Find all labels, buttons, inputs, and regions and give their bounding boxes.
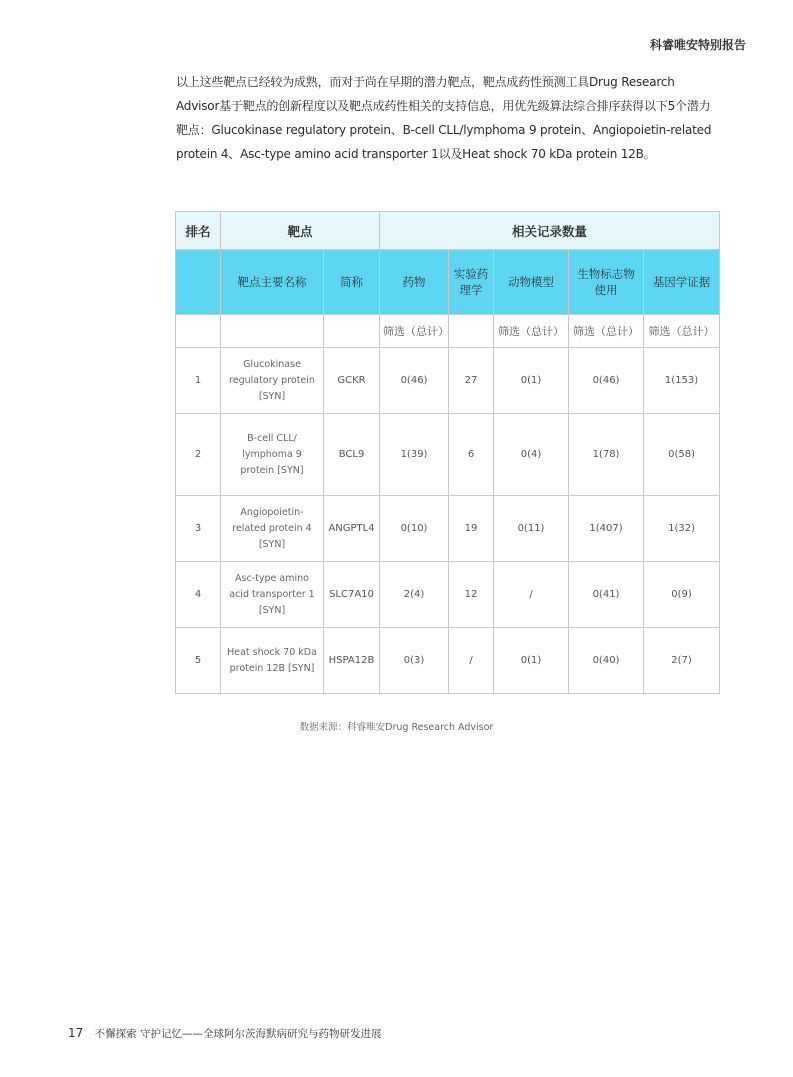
drug-cell: 1(39) — [380, 414, 449, 496]
target-name-cell: Angiopoietin-related protein 4 [SYN] — [221, 496, 324, 562]
rank-cell: 1 — [176, 348, 221, 414]
target-name-cell: Asc-type amino acid transporter 1 [SYN] — [221, 562, 324, 628]
abbr-cell: SLC7A10 — [324, 562, 380, 628]
table-row — [176, 348, 720, 414]
table-row — [176, 414, 720, 496]
pharm-cell: 27 — [449, 348, 494, 414]
genetic-cell: 0(58) — [644, 414, 720, 496]
report-header-title: 科睿唯安特别报告 — [649, 38, 746, 52]
table-row — [176, 562, 720, 628]
abbr-cell: BCL9 — [324, 414, 380, 496]
name-header: 靶点主要名称 — [221, 250, 324, 315]
genetic-cell: 1(153) — [644, 348, 720, 414]
biomarker-cell: 0(41) — [569, 562, 644, 628]
abbr-cell: GCKR — [324, 348, 380, 414]
empty-cell — [449, 315, 494, 348]
drug-cell: 2(4) — [380, 562, 449, 628]
records-header: 相关记录数量 — [380, 212, 720, 250]
group-header-row — [176, 212, 720, 250]
abbr-cell: ANGPTL4 — [324, 496, 380, 562]
rank-cell: 3 — [176, 496, 221, 562]
drug-header: 药物 — [380, 250, 449, 315]
rank-cell: 4 — [176, 562, 221, 628]
table-row — [176, 496, 720, 562]
filter-row — [176, 315, 720, 348]
empty-header-cell — [176, 250, 221, 315]
animal-cell: 0(1) — [494, 348, 569, 414]
animal-cell: 0(1) — [494, 628, 569, 694]
sub-header-row — [176, 250, 720, 315]
empty-cell — [176, 315, 221, 348]
rank-cell: 2 — [176, 414, 221, 496]
animal-header: 动物模型 — [494, 250, 569, 315]
footer-title: 不懈探索 守护记忆——全球阿尔茨海默病研究与药物研发进展 — [94, 1028, 382, 1040]
biomarker-header: 生物标志物使用 — [569, 250, 644, 315]
table-row — [176, 628, 720, 694]
rank-header: 排名 — [176, 212, 221, 250]
biomarker-cell: 0(40) — [569, 628, 644, 694]
rank-cell: 5 — [176, 628, 221, 694]
pharm-cell: 12 — [449, 562, 494, 628]
target-header: 靶点 — [221, 212, 380, 250]
target-name-cell: Heat shock 70 kDa protein 12B [SYN] — [221, 628, 324, 694]
intro-paragraph: 以上这些靶点已经较为成熟，而对于尚在早期的潜力靶点，靶点成药性预测工具Drug Research Advisor基于靶点的创新程度以及靶点成药性相关的支持信息，用优先级算法综合排序获得以下5个潜力靶点：Glucokinase regulatory protein、B-cell CLL/lymphoma 9 protein、Angiopoietin-related protein 4、Asc-type amino acid transporter 1以及Heat shock 70 kDa protein 12B。 — [176, 75, 712, 161]
animal-cell: / — [494, 562, 569, 628]
abbr-cell: HSPA12B — [324, 628, 380, 694]
pharm-cell: 19 — [449, 496, 494, 562]
pharm-cell: / — [449, 628, 494, 694]
target-name-cell: Glucokinase regulatory protein [SYN] — [221, 348, 324, 414]
drug-cell: 0(46) — [380, 348, 449, 414]
animal-filter-label: 筛选（总计） — [494, 315, 569, 348]
drug-filter-label: 筛选（总计） — [380, 315, 449, 348]
empty-cell — [221, 315, 324, 348]
pharm-cell: 6 — [449, 414, 494, 496]
animal-cell: 0(4) — [494, 414, 569, 496]
page-number: 17 — [68, 1026, 84, 1040]
drug-cell: 0(10) — [380, 496, 449, 562]
animal-cell: 0(11) — [494, 496, 569, 562]
abbr-header: 简称 — [324, 250, 380, 315]
pharm-header: 实验药理学 — [449, 250, 494, 315]
genetic-header: 基因学证据 — [644, 250, 720, 315]
biomarker-cell: 1(407) — [569, 496, 644, 562]
data-source-caption: 数据来源：科睿唯安Drug Research Advisor — [299, 722, 494, 733]
target-name-cell: B-cell CLL/ lymphoma 9 protein [SYN] — [221, 414, 324, 496]
genetic-cell: 2(7) — [644, 628, 720, 694]
genetic-filter-label: 筛选（总计） — [644, 315, 720, 348]
biomarker-cell: 1(78) — [569, 414, 644, 496]
target-table — [175, 211, 720, 694]
genetic-cell: 1(32) — [644, 496, 720, 562]
page-footer — [68, 1026, 381, 1041]
biomarker-cell: 0(46) — [569, 348, 644, 414]
drug-cell: 0(3) — [380, 628, 449, 694]
genetic-cell: 0(9) — [644, 562, 720, 628]
biomarker-filter-label: 筛选（总计） — [569, 315, 644, 348]
empty-cell — [324, 315, 380, 348]
